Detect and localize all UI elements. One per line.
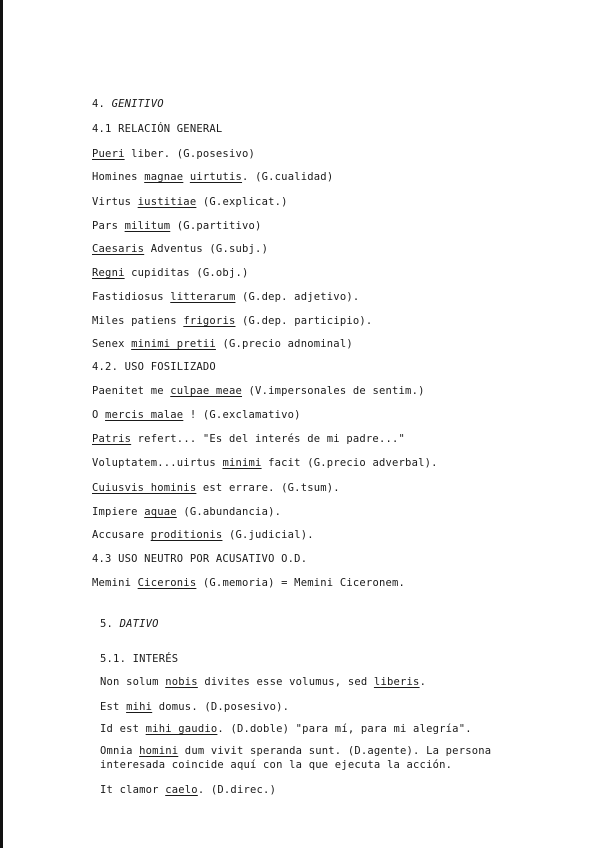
section-5-heading: 5. DATIVO <box>100 618 159 630</box>
subsection-heading: 4.1 RELACIÓN GENERAL <box>92 123 223 135</box>
subsection-heading: 5.1. INTERÉS <box>100 653 179 665</box>
example-line: Memini Ciceronis (G.memoria) = Memini Ciceronem. <box>92 577 406 589</box>
example-line: Fastidiosus litterarum (G.dep. adjetivo). <box>92 291 360 303</box>
scan-edge <box>0 0 3 848</box>
example-line: Paenitet me culpae meae (V.impersonales de sentim.) <box>92 385 425 397</box>
example-line: Accusare proditionis (G.judicial). <box>92 529 314 541</box>
example-line: Patris refert... "Es del interés de mi padre..." <box>92 433 406 445</box>
example-line: Cuiusvis hominis est errare. (G.tsum). <box>92 482 340 494</box>
example-line: Senex minimi pretii (G.precio adnominal) <box>92 338 353 350</box>
subsection-heading: 4.3 USO NEUTRO POR ACUSATIVO O.D. <box>92 553 308 565</box>
example-line: Virtus iustitiae (G.explicat.) <box>92 196 288 208</box>
example-line-continuation: interesada coincide aquí con la que ejecuta la acción. <box>100 759 453 771</box>
example-line: Caesaris Adventus (G.subj.) <box>92 243 269 255</box>
example-line: Miles patiens frigoris (G.dep. participio). <box>92 315 373 327</box>
example-line: Voluptatem...uirtus minimi facit (G.precio adverbal). <box>92 457 438 469</box>
example-line: Pars militum (G.partitivo) <box>92 220 262 232</box>
example-line: Pueri liber. (G.posesivo) <box>92 148 256 160</box>
section-4-heading: 4. GENITIVO <box>92 98 164 110</box>
example-line: Regni cupiditas (G.obj.) <box>92 267 249 279</box>
example-line: Impiere aquae (G.abundancia). <box>92 506 282 518</box>
example-line: Est mihi domus. (D.posesivo). <box>100 701 290 713</box>
example-line: Omnia homini dum vivit speranda sunt. (D.agente). La persona <box>100 745 492 757</box>
example-line: Id est mihi gaudio. (D.doble) "para mí, para mi alegría". <box>100 723 472 735</box>
example-line: Homines magnae uirtutis. (G.cualidad) <box>92 171 334 183</box>
example-line: It clamor caelo. (D.direc.) <box>100 784 277 796</box>
example-line: O mercis malae ! (G.exclamativo) <box>92 409 301 421</box>
subsection-heading: 4.2. USO FOSILIZADO <box>92 361 216 373</box>
example-line: Non solum nobis divites esse volumus, sed liberis. <box>100 676 427 688</box>
